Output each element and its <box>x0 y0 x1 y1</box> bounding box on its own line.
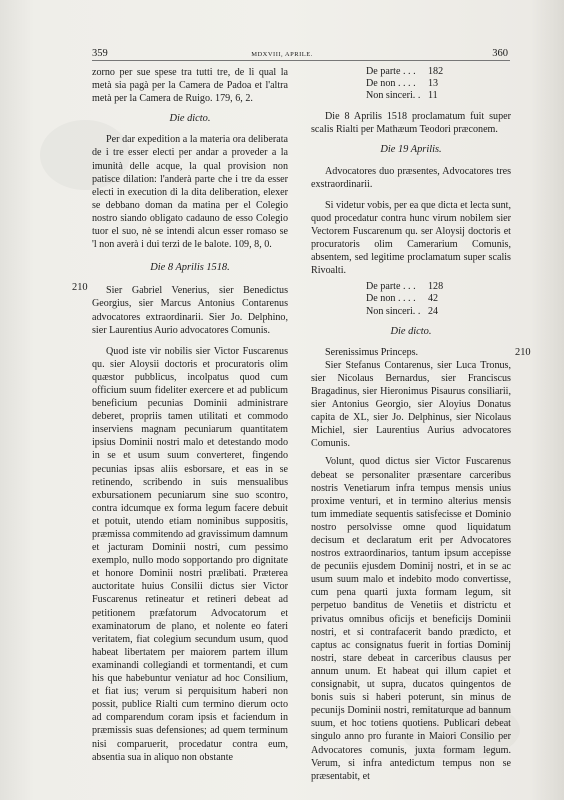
margin-number-left: 210 <box>72 282 88 293</box>
vote-row: Non sinceri. . 11 <box>366 90 438 102</box>
vote-row: Non sinceri. . 24 <box>366 305 439 317</box>
paragraph: Si videtur vobis, per ea que dicta et lecta sunt, quod procedatur contra hunc virum nobilem sier Vectorem Fuscarenum qu. ser Aloysij doctoris et procuratoris olim Camerarium Comunis, absentem, sed legitime proclamatum super scalis Rivoalti. <box>311 199 511 277</box>
running-title: MDXVIII, APRILE. <box>251 51 313 58</box>
vote-row: De non . . . . 42 <box>366 293 439 305</box>
margin-number-right: 210 <box>515 347 531 358</box>
paragraph: Per dar expedition a la materia ora deliberata de i tre esser electi per andar a proveder a la imunità delle acque, la qual provision non patisce dilation: l'anderà parte che i tre da esser electi in execution di la dita deliberation, elexer se debbano doman da matina per el Colegio nostro siando obligato cadauno de esso Colegio tuor el suo, nè se intendi alcun esser romaso se 'l non averà i dui terzi de le balote. 109, 8, 0. <box>92 134 288 251</box>
right-column <box>311 66 511 783</box>
paragraph: Die 8 Aprilis 1518 proclamatum fuit super scalis Rialti per Mathæum Teodori præconem. <box>311 111 511 136</box>
left-page-number: 359 <box>92 48 108 59</box>
vote-tally <box>311 281 511 317</box>
vote-row: De parte . . . 182 <box>366 66 444 77</box>
vote-tally <box>311 66 511 102</box>
paragraph: Sier Gabriel Venerius, sier Benedictus Georgius, sier Marcus Antonius Contarenus advocatores extraordinarii. Sier Jo. Delphino, sier Laurentius Aurio advocatores Comunis. <box>92 285 288 336</box>
spacer <box>311 191 511 199</box>
section-heading: Die 8 Aprilis 1518. <box>150 262 230 274</box>
section-heading: Die dicto. <box>169 113 211 125</box>
header-rule <box>92 60 510 61</box>
paragraph: Advocatores duo præsentes, Advocatores tres exstraordinarii. <box>311 165 511 190</box>
paragraph: Volunt, quod dictus sier Victor Fuscarenus debeat se personaliter præsentare carceribus nostris Venetiarum infra tempus mensis unius proxime venturi, et in termino alterius mensis tum immediate sequentis satisfecisse et Dominio nostro persolvisse omne quod liquidatum decisum et declaratum erit per Advocatores nostros extraordinarios, tantum ipsum accepisse de pecuniis ejusdem Dominij nostri, et in se ac usum suum malo et indebito modo convertisse, cum pena quarti juxta formam legum, sit perpetuo banditus de Venetiis et districtu et privatus omnibus oficijs et beneficijs Dominii nostri, et si contrafacerit bando prædicto, et captus ac consignatus fuerit in fortias Dominij nostri, stare debeat in carceribus clausus per annum unum. Et habeat qui illum capiet et consignabit, ut supra, ducatos quingentos de bonis suis si haberi poterunt, sin minus de pecunijs Dominii nostri, remitaturque ad bannum suum, et hoc totiens quotiens. Publicari debeat singulo anno pro furante in Maiori Consilio per Advocatores comunis, juxta formam legum. Verum, si infra antedictum tempus non se præsentabit, et <box>311 456 511 782</box>
section-heading: Die dicto. <box>390 325 432 337</box>
paragraph: zorno per sue spese tra tutti tre, de li qual la metà sia pagà per la Camera de Padoa et l'altra metà per la Camera de Ruigo. 179, 6, 2. <box>92 67 288 105</box>
vote-row: De parte . . . 128 <box>366 281 444 293</box>
section-heading: Die 19 Aprilis. <box>380 144 442 156</box>
vote-row: De non . . . . 13 <box>366 78 439 90</box>
paragraph: Quod iste vir nobilis sier Victor Fuscarenus qu. sier Aloysii doctoris et procuratoris olim quæstor pubblicus, incolpatus quod cum officium suum fideliter exercere et ad publicum beneficium pecunias Dominii administrare deberet, propriis tamen utilitati et commodo inserviens magnam pecuniarum quantitatem ipsius Dominii nostri malo et detestando modo in se et usum suum converteret, fingendo pecunias ipsas aliis esborsare, et eas in se retinendo, scribendo in suis mensualibus exbursationem pecuniarum sine suo scontro, contra idcumque ex forma legum facere debuit et potuit, utendo etiam nominibus suppositis, præmissa commitendo ad gravissimum damnum et jacturam Dominii nostri, cum pessimo exemplo, nullo modo sopportando pro dignitate et honore Dominii nostri prælibati. Præterea auctoritate huius Consilii dictus sier Victor Fuscarenus retineatur et retineri debeat ad petitionem præfatorum Advocatorum et examinatorum de plano, et nolente eo fateri veritatem, fiat colegium secundum usum, quod habeat libertatem per maiorem partem illum examinandi collegiandi et tormentandi, et cum his que habebuntur veniatur ad hoc Consilium, et fiat ius; verum si perquisitum haberi non possit, publice Rialti cum termino dierum octo ad comparendum coram ipsis et faciendum in præmissis suas defensiones; ad quem terminum nisi comparuerit, procedatur contra eum, absentia sua in aliquo non obstante <box>92 345 288 763</box>
left-column <box>92 66 288 764</box>
right-page-number: 360 <box>492 48 508 59</box>
spacer <box>92 337 288 345</box>
paragraph: Sier Stefanus Contarenus, sier Luca Tronus, sier Nicolaus Bernardus, sier Franciscus Bragadinus, sier Hieronimus Pisaurus consiliarii, sier Antonius Georgio, sier Aloyius Donatus capita de XL, sier Jo. Delphinus, sier Nicolaus Michiel, sier Laurentius Aurius advocatores Comunis. <box>311 359 511 450</box>
paragraph: Serenissimus Princeps. <box>325 346 419 358</box>
spacer <box>311 102 511 110</box>
